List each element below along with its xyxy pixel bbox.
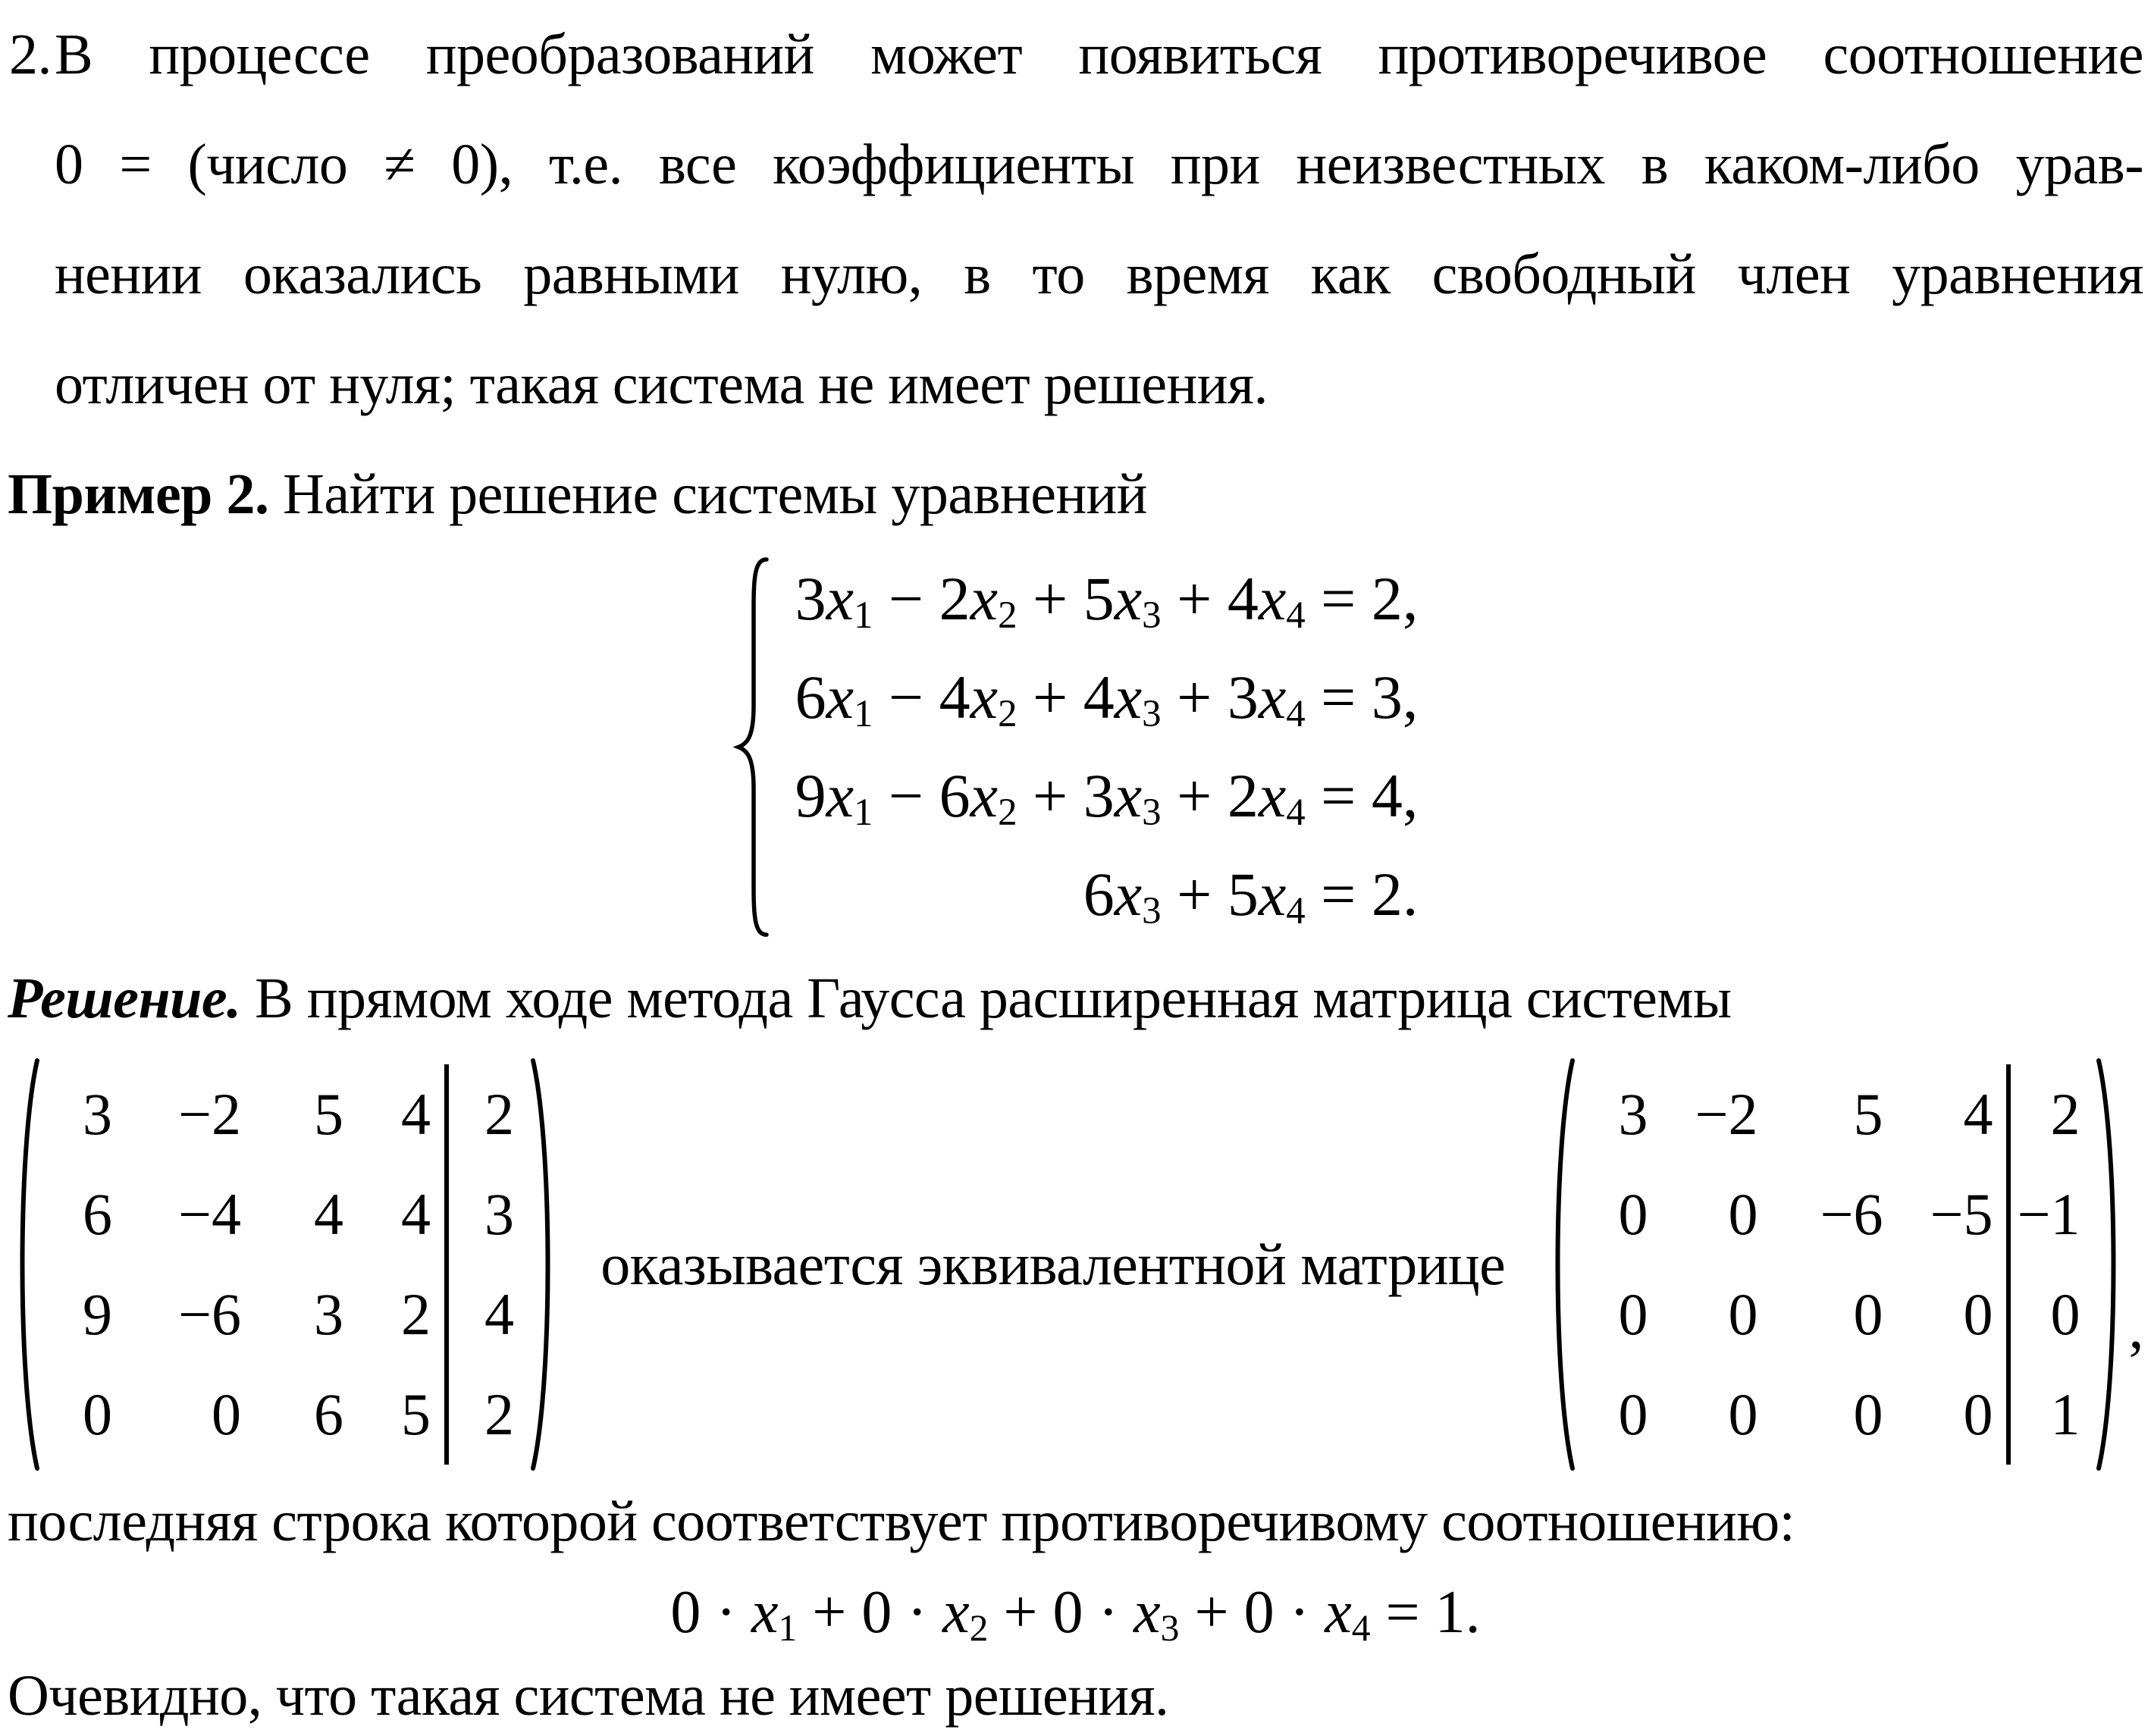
equation-system — [733, 550, 1419, 944]
matrix-cell: −4 — [178, 1180, 241, 1247]
matrix-cell: 1 — [2006, 1365, 2093, 1465]
matrix-cell: 0 — [1728, 1180, 1758, 1247]
matrix-cell: 0 — [2006, 1264, 2093, 1365]
right-paren-icon — [2093, 1055, 2128, 1474]
matrix-cell: 0 — [1618, 1380, 1648, 1447]
matrix-cell: 4 — [1963, 1080, 1993, 1147]
equation-4: $6x_3 + 5x_4 = 2$. — [1083, 860, 1419, 932]
matrix-middle-text: оказывается эквивалентной матрице — [600, 1230, 1506, 1297]
matrix-cell: 4 — [401, 1180, 431, 1247]
matrix-cell: 0 — [1963, 1380, 1993, 1447]
numbered-paragraph — [8, 0, 2143, 440]
matrix-cell: −1 — [2006, 1164, 2093, 1264]
matrix-cell: −6 — [1820, 1180, 1883, 1247]
equations-block — [795, 550, 1419, 944]
left-paren-icon — [1543, 1055, 1578, 1474]
matrix-cell: 3 — [314, 1280, 343, 1347]
matrix-cell: 0 — [212, 1380, 241, 1447]
example-label: Пример 2. — [8, 462, 269, 526]
matrix-grid-left — [42, 1064, 528, 1465]
matrix-cell: 0 — [1618, 1280, 1648, 1347]
matrix-cell: 6 — [314, 1380, 343, 1447]
item-number: 2. — [9, 23, 52, 86]
equation-2: $6x_1 - 4x_2 + 4x_3 + 3x_4 = 3$, — [795, 663, 1419, 735]
contradiction-equation: $0 \cdot x_1 + 0 \cdot x_2 + 0 \cdot x_3 + 0 \cdot x_4 = 1$. — [670, 1579, 1481, 1649]
matrix-cell: 6 — [83, 1180, 112, 1247]
matrix-cell: 2 — [401, 1280, 431, 1347]
matrix-cell: 4 — [444, 1264, 528, 1365]
matrix-cell: 2 — [2006, 1064, 2093, 1164]
matrix-cell: 0 — [1728, 1280, 1758, 1347]
paragraph-line-1: В процессе преобразований может появиться противоречивое соотношение — [55, 23, 2143, 86]
paragraph-line-4: отличен от нуля; такая система не имеет решения. — [55, 353, 1268, 416]
solution-line — [8, 944, 2143, 1054]
paragraph-line-3: нении оказались равными нулю, в то время как свободный член уравнения — [55, 243, 2143, 306]
matrix-cell: −6 — [178, 1280, 241, 1347]
after-matrix-line: последняя строка которой соответствует противоречивому соотношению: — [8, 1490, 1795, 1553]
paragraph-line-2: 0 = (число ≠ 0), т.е. все коэффициенты при неизвестных в каком-либо урав- — [55, 133, 2143, 196]
matrix-trailing-comma: , — [2128, 1295, 2143, 1362]
augmented-matrix-reduced — [1543, 1055, 2143, 1474]
left-paren-icon — [8, 1055, 42, 1474]
solution-label: Решение. — [8, 967, 241, 1030]
conclusion-line: Очевидно, что такая система не имеет решения. — [8, 1664, 1169, 1728]
equation-1: $3x_1 - 2x_2 + 5x_3 + 4x_4 = 2$, — [795, 564, 1419, 637]
matrix-grid-right — [1578, 1064, 2093, 1465]
matrix-cell: 3 — [1618, 1080, 1648, 1147]
matrix-cell: 2 — [444, 1365, 528, 1465]
matrix-cell: 0 — [1728, 1380, 1758, 1447]
matrix-cell: 2 — [444, 1064, 528, 1164]
right-paren-icon — [528, 1055, 563, 1474]
matrix-cell: −2 — [1695, 1080, 1758, 1147]
matrix-cell: 5 — [401, 1380, 431, 1447]
matrix-cell: 4 — [314, 1180, 343, 1247]
matrix-cell: 5 — [1853, 1080, 1883, 1147]
left-curly-brace — [733, 556, 774, 939]
matrix-cell: 4 — [401, 1080, 431, 1147]
example-line — [8, 440, 2143, 550]
matrix-cell: −5 — [1930, 1180, 1993, 1247]
matrix-cell: −2 — [178, 1080, 241, 1147]
augmented-matrix-original — [8, 1055, 563, 1474]
matrix-cell: 0 — [83, 1380, 112, 1447]
matrices-row — [8, 1054, 2143, 1474]
example-text: Найти решение системы уравнений — [268, 462, 1147, 526]
solution-text: В прямом ходе метода Гаусса расширенная матрица системы — [240, 967, 1732, 1030]
matrix-cell: 0 — [1963, 1280, 1993, 1347]
matrix-cell: 3 — [444, 1164, 528, 1264]
matrix-cell: 5 — [314, 1080, 343, 1147]
matrix-cell: 3 — [83, 1080, 112, 1147]
matrix-cell: 0 — [1853, 1380, 1883, 1447]
equation-3: $9x_1 - 6x_2 + 3x_3 + 2x_4 = 4$, — [795, 761, 1419, 834]
matrix-cell: 0 — [1853, 1280, 1883, 1347]
matrix-cell: 9 — [83, 1280, 112, 1347]
matrix-cell: 0 — [1618, 1180, 1648, 1247]
